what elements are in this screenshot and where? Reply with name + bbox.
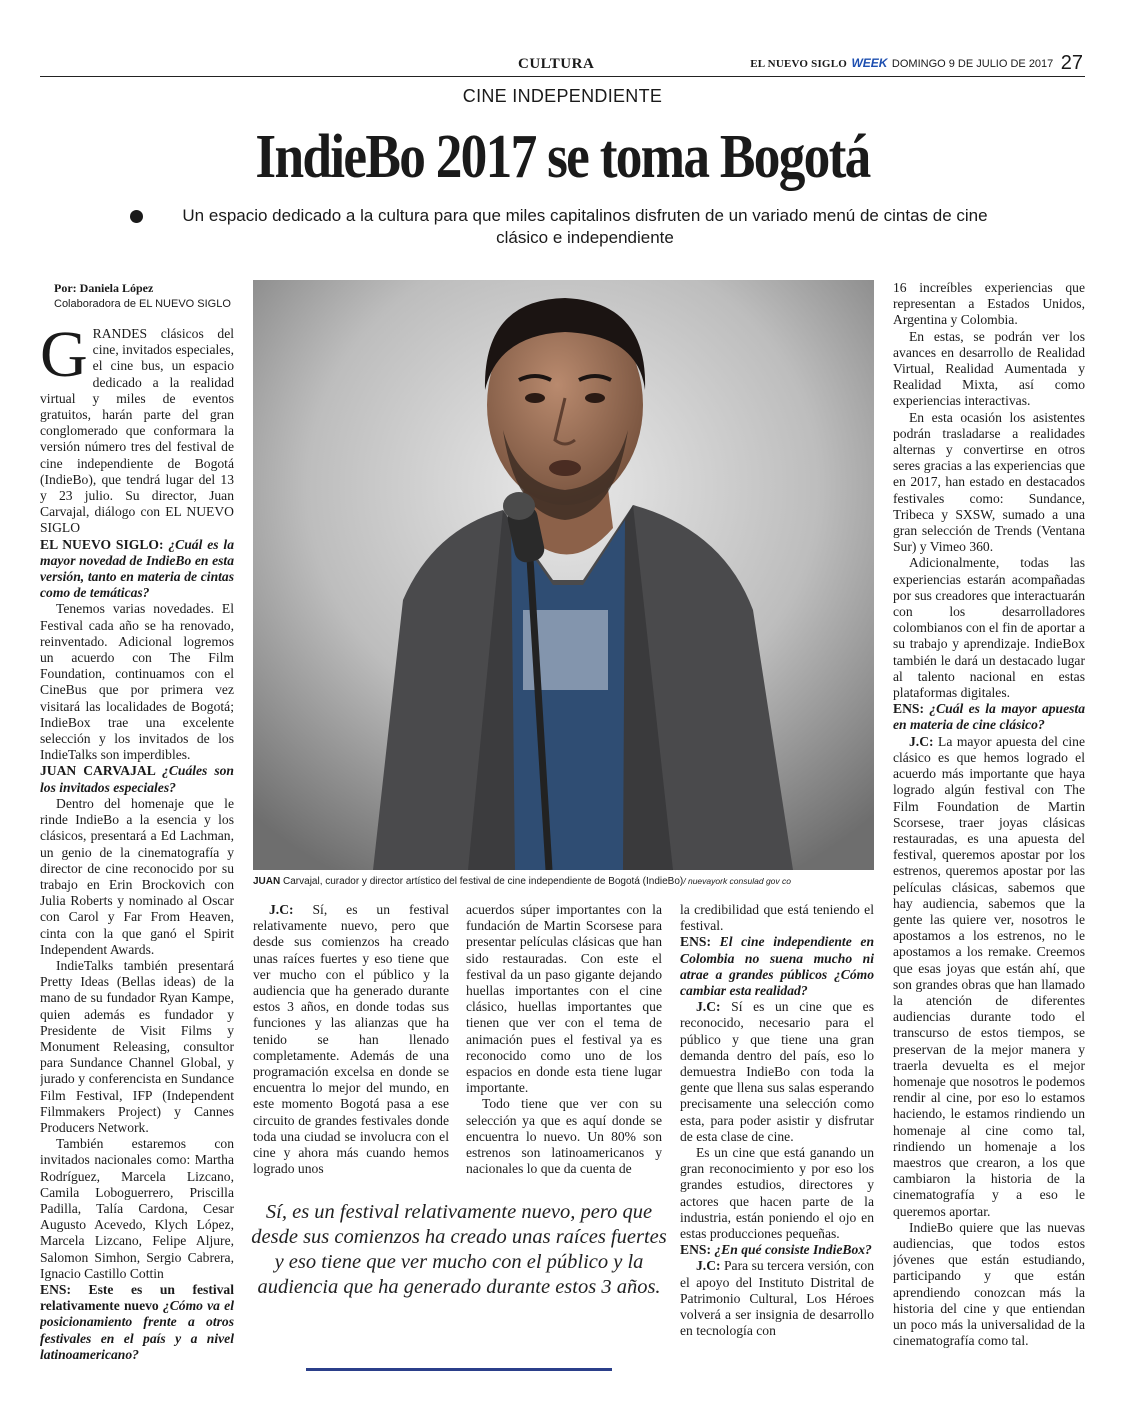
intro-text: clásicos del cine, invitados especiales, el cine bus, un espacio dedicado a la realidad virtual y miles de eventos gratuitos, harán parte del gran conglomerado que conformara la versión número tres del festival de cine independiente de Bogotá (IndieBo), que tendrá lugar del 13 y 23 julio. Su director, Juan Carvajal, diálogo con EL NUEVO SIGLO: [40, 326, 234, 536]
byline-author: Por: Daniela López: [54, 281, 154, 295]
section-label: CULTURA: [518, 56, 595, 72]
paper-name: EL NUEVO SIGLO: [750, 58, 847, 70]
answer-paragraph: [680, 999, 874, 1145]
article-column-4: [680, 902, 874, 1380]
answer-paragraph: acuerdos súper importantes con la fundación de Martin Scorsese para presentar películas clásicas que han sido restauradas. Con este el festival da un paso gigante dejando huellas importantes con el cine clásico, huellas importantes que tienen que ver con el tema de animación pues el festival ya es reconocido como uno de los espacios en donde esta tiene lugar importante.: [466, 902, 662, 1096]
question-label: JUAN CARVAJAL: [40, 763, 163, 779]
photo-caption: [253, 876, 883, 887]
answer-text: Sí, es un festival relativamente nuevo, pero que desde sus comienzos ha creado unas raíces fuertes y eso tiene que ver mucho con el público y la audiencia que ha generado durante estos 3 años, en donde todas sus funciones y las alianzas que ha tenido se han llenado completamente. Además de una programación excelsa en donde se encuentra lo mejor del mundo, en este momento Bogotá pasa a ese circuito de grandes festivales donde toda una ciudad se involucra con el cine y ahora más cuando hemos logrado unos: [253, 902, 449, 1177]
question-text: ¿Cuál es la mayor novedad de IndieBo en esta versión, tanto en materia de cintas como de temáticas?: [40, 536, 234, 601]
answer-label: J.C:: [696, 999, 732, 1015]
question-label: ENS:: [893, 701, 930, 717]
question-label: ENS: Este es un festival relativamente nuevo: [40, 1281, 234, 1314]
article-column-3: [466, 902, 662, 1177]
question-text: ¿En qué consiste IndieBox?: [714, 1242, 872, 1258]
caption-lead: JUAN: [253, 876, 281, 887]
answer-label: J.C:: [909, 733, 939, 749]
answer-text: La mayor apuesta del cine clásico es que hemos logrado el acuerdo más importante que haya logrado algún festival con The Film Foundation de Martin Scorsese, traer joyas clásicas restauradas, es una apuesta del festival, queremos apostar por los estrenos, queremos apostar por las películas clásicas, sabemos que hay audiencia, sabemos que la gente las quiere ver, nosotros le apostamos a los estrenos, no le apostamos a los remake. Creemos que esas joyas que están ahí, que son grandes obras que han llamado la atención de diferentes audiencias durante todo el transcurso de estos tiempos, se preservan de la mejor manera y traerla devuelta es el mejor homenaje que nosotros le podemos rendir al cine, por eso lo estamos haciendo, le estamos rindiendo un homenaje al cine como tal, rindiendo un homenaje a los maestros que crearon, a los que cambiaron la historia de la cinematografía y a eso le queremos aportar.: [893, 733, 1085, 1219]
page-number: 27: [1060, 52, 1083, 74]
question-text: ¿Cuáles son los invitados especiales?: [40, 763, 234, 795]
question-label: ENS:: [680, 1242, 715, 1258]
question-text: El cine independiente en Colombia no suena mucho ni atrae a grandes públicos ¿Cómo cambiar esta realidad?: [680, 934, 874, 999]
question-text: ¿Cuál es la mayor apuesta en materia de cine clásico?: [893, 701, 1085, 733]
photo-credit: / nuevayork consulad gov co: [683, 876, 791, 886]
question-6: [893, 701, 1085, 733]
photo-illustration: [253, 280, 874, 870]
answer-paragraph: Todo tiene que ver con su selección ya que es aquí donde se encuentra lo nuevo. Un 80% son estrenos son latinoamericanos y nacionales lo que da cuenta de: [466, 1096, 662, 1177]
question-text: ¿Cómo va el posicionamiento frente a otros festivales en el país y a nivel latinoamericano?: [40, 1298, 234, 1362]
answer-paragraph: En estas, se podrán ver los avances en desarrollo de Realidad Virtual, Realidad Aumentada y Realidad Mixta, así como experiencias interactivas.: [893, 328, 1085, 409]
question-label: ENS:: [680, 934, 720, 950]
byline-role: Colaboradora de EL NUEVO SIGLO: [54, 298, 231, 310]
question-5: [680, 1242, 874, 1258]
answer-paragraph: la credibilidad que está teniendo el festival.: [680, 902, 874, 934]
article-photo: [253, 280, 874, 870]
answer-paragraph: Dentro del homenaje que le rinde IndieBo a la esencia y los clásicos, presentará a Ed Lachman, un genio de la cinematografía y director de cine reconocido por su trabajo en Erin Brockovich con Julia Roberts y nominado al Oscar con Carol y Far From Heaven, cinta con la que ganó el Spirit Independent Awards.: [40, 795, 234, 957]
question-4: [680, 934, 874, 999]
answer-paragraph: Es un cine que está ganando un gran reconocimiento y por eso los grandes estudios, directores y actores que hacen parte de la industria, están poniendo el ojo en estas producciones pequeñas.: [680, 1145, 874, 1242]
answer-text: Para su tercera versión, con el apoyo del Instituto Distrital de Patrimonio Cultural, Los Héroes volverá a ser insignia de desarrollo en tecnología con: [680, 1258, 874, 1339]
question-1: [40, 537, 234, 602]
question-2: [40, 763, 234, 795]
question-3: [40, 1282, 234, 1363]
answer-paragraph: IndieBo quiere que las nuevas audiencias, que todos estos jóvenes que están estudiando, participando y que están aprendiendo conozcan más la historia del cine y que entiendan un poco más la universalidad de la cinematografía como tal.: [893, 1219, 1085, 1349]
intro-paragraph: [40, 326, 234, 537]
answer-label: J.C:: [269, 902, 313, 917]
header-rule: [40, 76, 1085, 77]
answer-paragraph: Tenemos varias novedades. El Festival cada año se ha renovado, reinventado. Adicional logremos un acuerdo con The Film Foundation, continuamos con el CineBus que por primera vez visitará las localidades de Bogotá; IndieBox trae una excelente selección y los invitados de los IndieTalks son imperdibles.: [40, 601, 234, 763]
article-column-2: [253, 902, 449, 1177]
issue-date: DOMINGO 9 DE JULIO DE 2017: [891, 58, 1054, 70]
answer-paragraph: [253, 902, 449, 1177]
answer-paragraph: IndieTalks también presentará Pretty Ideas (Bellas ideas) de la mano de su fundador Ryan Kampe, quien además es fundador y Presidente de Visit Films y Monument Releasing, consultor para Sundance Channel Global, y jurado y conferencista en Sundance Film Festival, IFP (Independent Filmmakers Project) y Cannes Producers Network.: [40, 957, 234, 1135]
answer-paragraph: 16 increíbles experiencias que representan a Estados Unidos, Argentina y Colombia.: [893, 280, 1085, 328]
answer-label: J.C:: [696, 1258, 724, 1274]
masthead-info: [750, 52, 1083, 75]
lead-caps: RANDES: [92, 326, 148, 341]
question-label: EL NUEVO SIGLO:: [40, 536, 169, 552]
kicker: CINE INDEPENDIENTE: [462, 86, 663, 106]
answer-paragraph: También estaremos con invitados nacionales como: Martha Rodríguez, Marcela Lizcano, Camila Loboguerrero, Priscilla Padilla, Talía Cardona, Cesar Augusto Acevedo, Klych López, Marcela Lizcano, Felipe Aljure, Salomon Simhon, Sergio Cabrera, Ignacio Castillo Cottin: [40, 1136, 234, 1281]
article-column-5: [893, 280, 1085, 1380]
answer-paragraph: [680, 1258, 874, 1339]
answer-paragraph: [893, 734, 1085, 1220]
caption-text: Carvajal, curador y director artístico del festival de cine independiente de Bogotá (IndieBo): [280, 876, 684, 887]
answer-text: Sí es un cine que es reconocido, necesario para el público y que tiene una gran demanda dentro del país, eso lo demuestra IndieBo con toda la gente que llena sus salas esperando precisamente una selección como esta, para poder asistir y disfrutar de esta clase de cine.: [680, 999, 874, 1144]
pull-quote-rule: [306, 1368, 612, 1371]
dropcap: G: [40, 326, 88, 391]
answer-paragraph: En esta ocasión los asistentes podrán trasladarse a realidades alternas y convertirse en otros seres gracias a las experiencias que en 2017, han estado en destacados festivales como: Sundance, Tribeca y SXSW, sumado a una gran selección de Trends (Ventana Sur) y Vimeo 360.: [893, 409, 1085, 555]
headline: IndieBo 2017 se toma Bogotá: [255, 123, 870, 191]
article-column-1: [40, 326, 234, 1381]
subhead: Un espacio dedicado a la cultura para que miles capitalinos disfruten de un variado menú de cintas de cine clásico e independiente: [182, 206, 988, 247]
subhead-bullet-icon: [130, 210, 143, 223]
answer-paragraph: Adicionalmente, todas las experiencias estarán acompañadas por sus creadores que interactuarán con los desarrolladores colombianos con el fin de aportar a su trabajo y aprendizaje. IndieBox también le dará un destacado lugar al talento nacional en estas plataformas digitales.: [893, 555, 1085, 701]
week-label: WEEK: [851, 56, 888, 70]
pull-quote: Sí, es un festival relativamente nuevo, pero que desde sus comienzos ha creado unas raíces fuertes y eso tiene que ver mucho con el público y la audiencia que ha generado durante estos 3 años.: [251, 1201, 667, 1298]
